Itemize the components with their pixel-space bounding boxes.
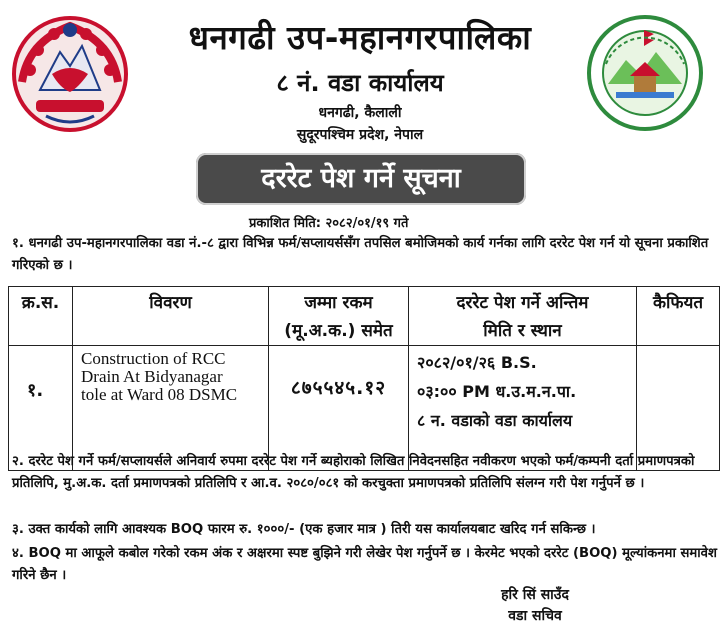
header-amount-line-1: जम्मा रकम [304,293,373,313]
description-line-2: Drain At Bidyanagar [81,367,223,386]
description-line-1: Construction of RCC [81,349,226,368]
deadline-line-2: ०३:०० PM ध.उ.म.न.पा. [417,382,577,401]
deadline-line-1: २०८२/०१/२६ B.S. [417,353,537,372]
header-amount [269,287,409,346]
header-amount-line-2: (मू.अ.क.) समेत [284,321,393,341]
header-serial: क्र.स. [9,287,73,346]
table-header-row [9,287,720,346]
header-deadline [409,287,637,346]
cell-serial: १. [9,346,73,471]
municipality-logo [586,14,704,132]
ward-office-subtitle: ८ नं. वडा कार्यालय [276,69,444,97]
header-remarks: कैफियत [637,287,720,346]
signatory-title: वडा सचिव [508,608,562,624]
description-line-3: tole at Ward 08 DSMC [81,385,238,404]
notice-banner: दररेट पेश गर्ने सूचना [196,153,526,205]
header-deadline-line-1: दररेट पेश गर्ने अन्तिम [456,293,589,313]
notice-paragraph-3: ३. उक्त कार्यको लागि आवश्यक BOQ फारम रु. १०००/- (एक हजार मात्र ) तिरी यस कार्यालयबाट खरिद गर्न सकिन्छ । [12,522,596,537]
nepal-emblem-logo [8,12,132,136]
notice-paragraph-4: ४. BOQ मा आफूले कबोल गरेको रकम अंक र अक्षरमा स्पष्ट बुझिने गरी लेखेर पेश गर्नुपर्ने छ । केरमेट भएको दररेट (BOQ) मूल्यांकनमा समावेश गरिने छैन । [12,546,717,583]
deadline-line-3: ८ न. वडाको वडा कार्यालय [417,411,573,430]
address-line-1: धनगढी, कैलाली [318,105,402,121]
signatory-name: हरि सिं साउँद [501,587,569,603]
notice-paragraph-1: १. धनगढी उप-महानगरपालिका वडा नं.-८ द्वारा विभिन्न फर्म/सप्लायर्ससँग तपसिल बमोजिमको कार्य गर्नका लागि दररेट पेश गर्न यो सूचना प्रकाशित गरिएको छ । [12,236,709,273]
work-details-table [8,286,720,471]
published-date: प्रकाशित मिति: २०८२/०१/१९ गते [249,216,409,231]
header-deadline-line-2: मिति र स्थान [483,321,562,341]
office-title: धनगढी उप-महानगरपालिका [188,18,532,57]
cell-amount: ८७५५४५.१२ [269,346,409,471]
notice-paragraph-2: २. दररेट पेश गर्ने फर्म/सप्लायर्सले अनिवार्य रुपमा दररेट पेश गर्ने ब्यहोराको लिखित निवेदनसहित नवीकरण भएको फर्म/कम्पनी दर्ता प्रमाणपत्रको प्रतिलिपि, मु.अ.क. दर्ता प्रमाणपत्रको प्रतिलिपि र आ.व. २०८०/०८१ को करचुक्ता प्रमाणपत्रको प्रतिलिपि संलग्न गरी पेश गर्नुपर्ने छ । [12,454,695,491]
address-line-2: सुदूरपश्चिम प्रदेश, नेपाल [296,127,424,143]
header-description: विवरण [73,287,269,346]
